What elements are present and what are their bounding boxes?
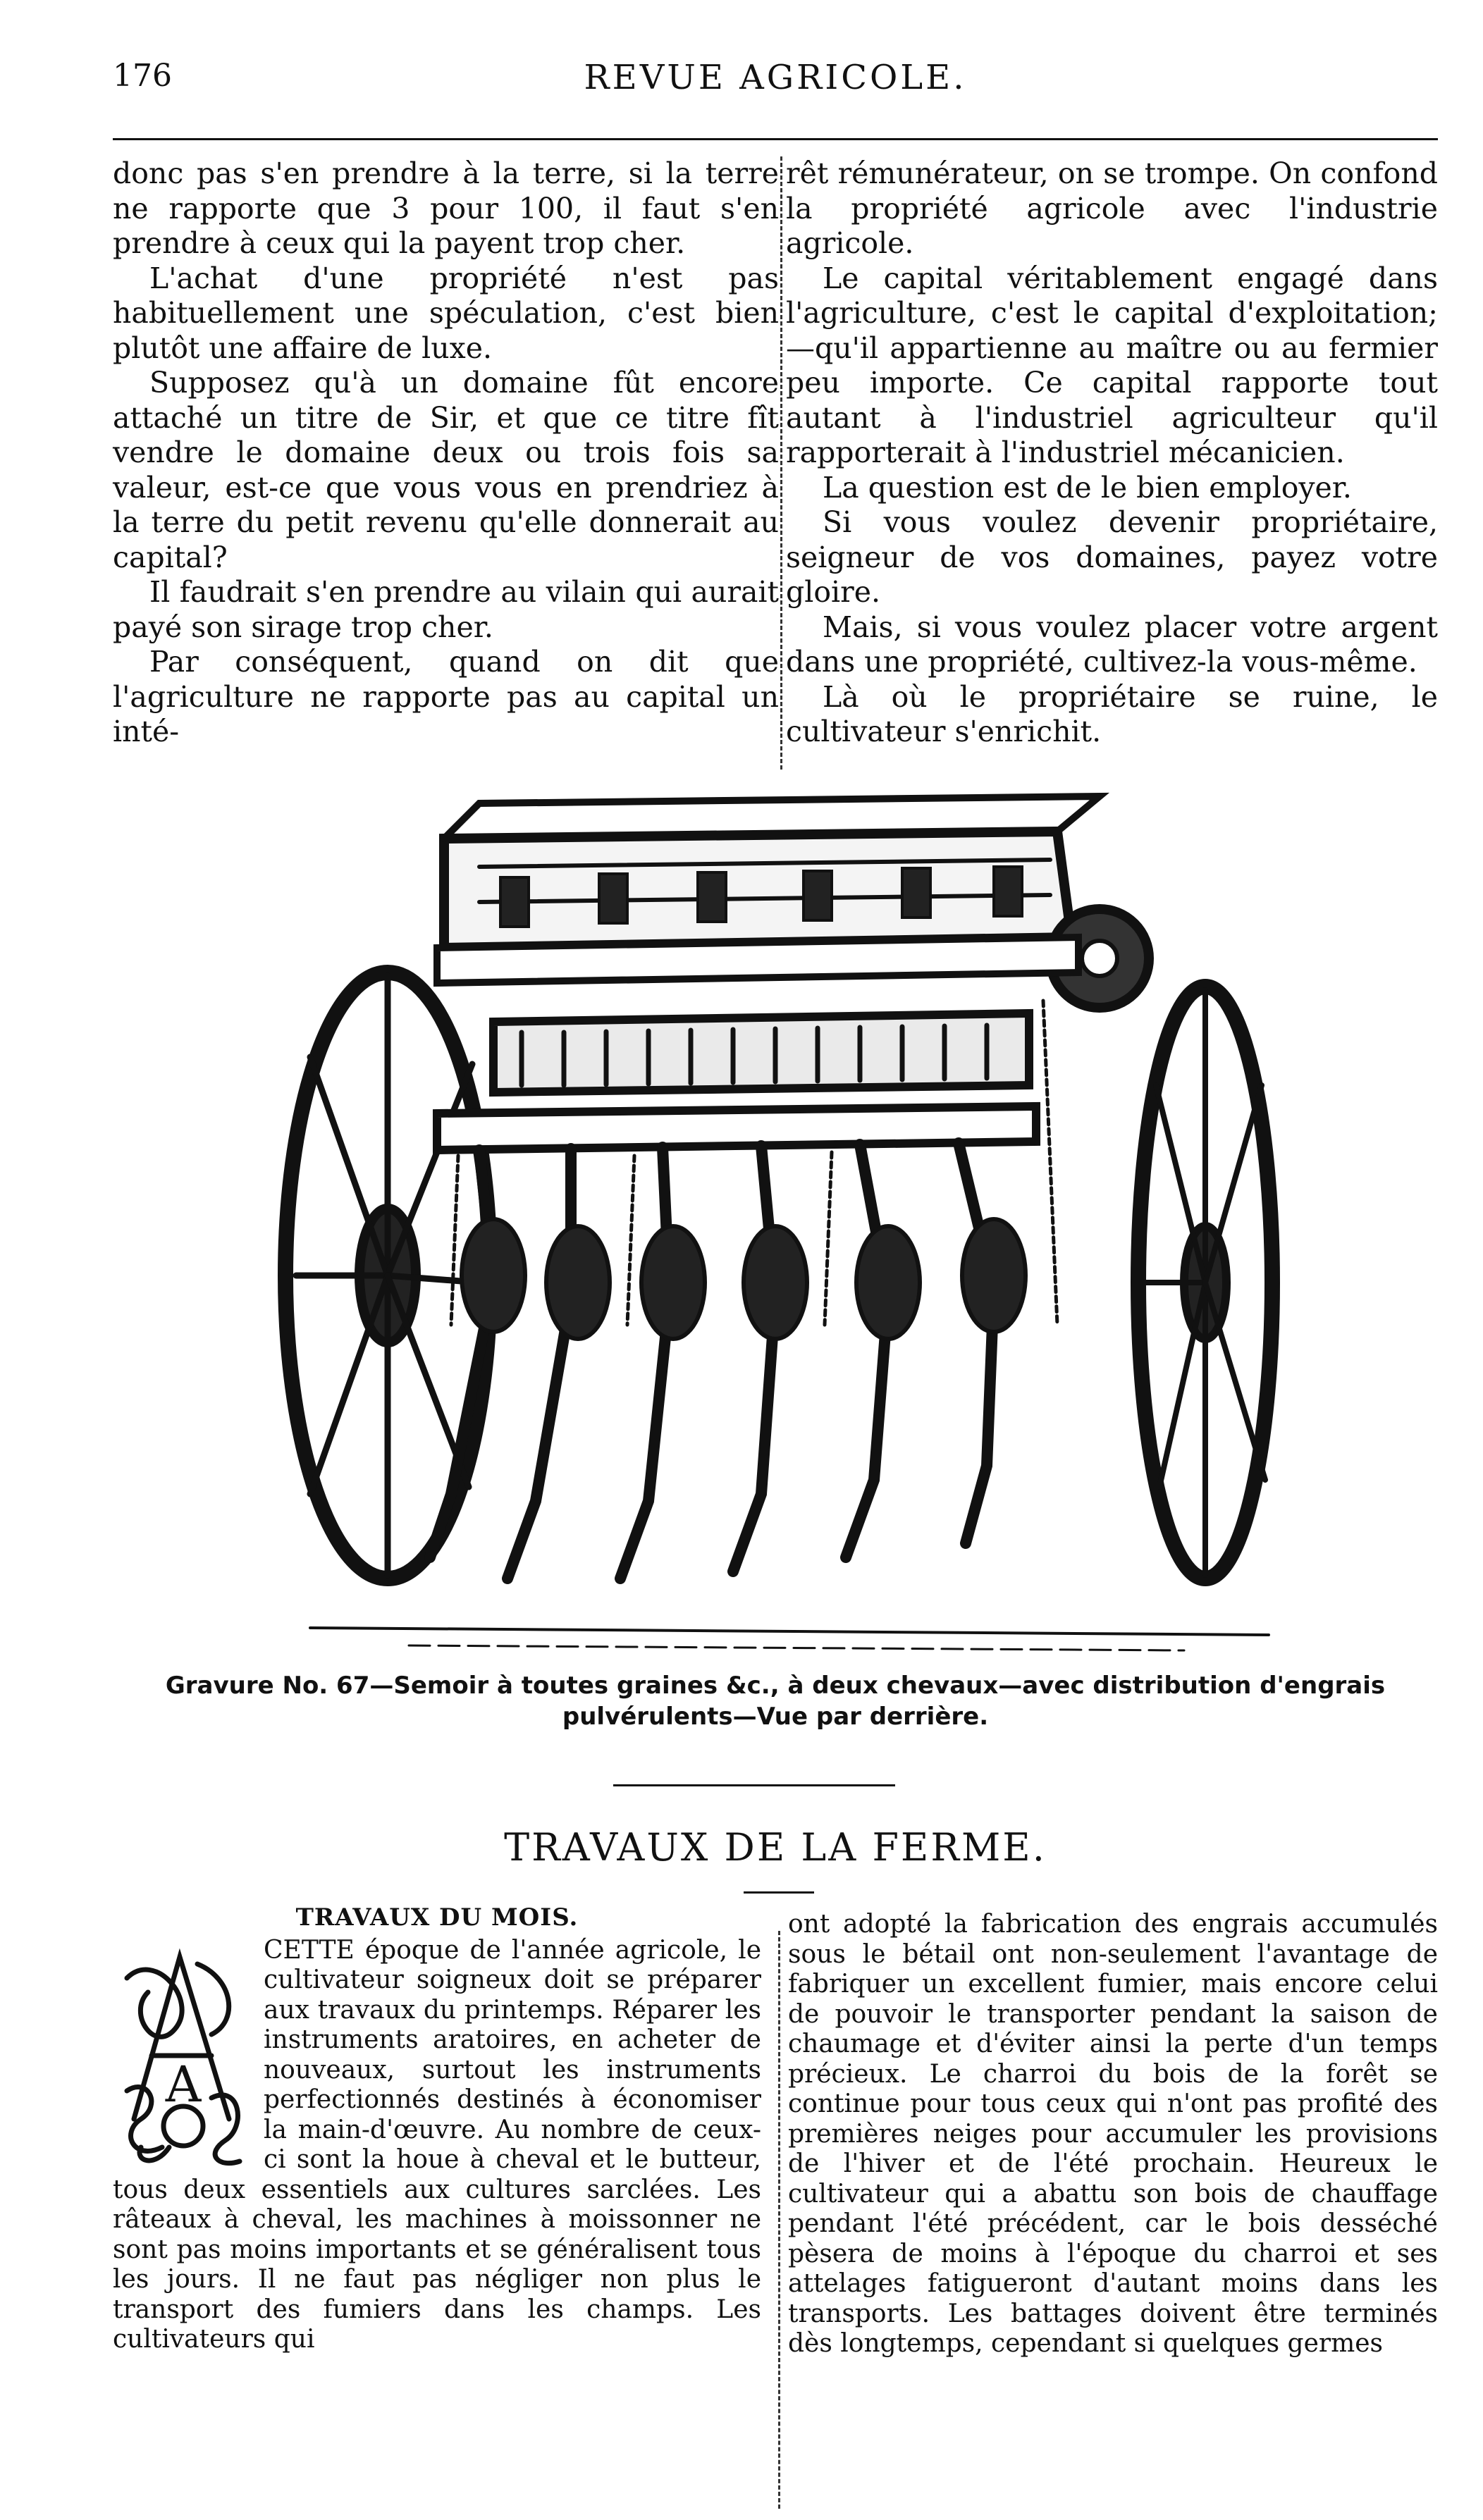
running-head — [113, 58, 1438, 100]
paragraph: Il faudrait s'en prendre au vilain qui aurait payé son sirage trop cher. — [113, 575, 779, 644]
title-rule — [744, 1891, 814, 1894]
column-divider — [780, 156, 782, 770]
journal-title: REVUE AGRICOLE. — [584, 58, 967, 97]
paragraph: donc pas s'en prendre à la terre, si la terre ne rapporte que 3 pour 100, il faut s'en prendre à ceux qui la payent trop cher. — [113, 156, 779, 260]
paragraph: Mais, si vous voulez placer votre argent dans une propriété, cultivez-la vous-même. — [786, 610, 1438, 679]
top-right-column — [786, 156, 1438, 750]
paragraph: époque de l'année agricole, le cultivateur soigneux doit se préparer aux travaux du printemps. Réparer les instruments aratoires, en acheter de nouveaux, surtout les instruments perfectionnés destinés à économiser la main-d'œuvre. Au nombre de ceux-ci sont la houe à cheval et le butteur, tous deux essentiels aux cultures sarclées. Les râteaux à cheval, les machines à moissonner ne sont pas moins importants et se généralisent tous les jours. Il ne faut pas négliger non plus le transport des fumiers dans les champs. Les cultivateurs qui — [113, 1935, 761, 2354]
figure-caption: Gravure No. 67—Semoir à toutes graines &c., à deux chevaux—avec distribution d'engrais pulvérulents—Vue par derrière. — [165, 1672, 1386, 1731]
ornamental-dropcap-icon — [113, 1936, 254, 2175]
paragraph: rêt rémunérateur, on se trompe. On confond la propriété agricole avec l'industrie agricole. — [786, 156, 1438, 260]
bottom-right-column — [788, 1910, 1438, 2359]
paragraph: Si vous voulez devenir propriétaire, seigneur de vos domaines, payez votre gloire. — [786, 505, 1438, 609]
paragraph: ont adopté la fabrication des engrais accumulés sous le bétail ont non-seulement l'avantage de fabriquer un excellent fumier, mais encore celui de pouvoir le transporter pendant la saison de chaumage et d'éviter ainsi la perte d'un temps précieux. Le charroi du bois de la forêt se continue pour tous ceux qui n'ont pas profité des premières neiges pour accumuler les provisions de l'hiver et de l'été prochain. Heureux le cultivateur qui a abattu son bois de chauffage pendant l'été précédent, car le bois desséché pèsera de moins à l'époque du charroi et ses attelages fatigueront d'autant moins dans les transports. Les battages doivent être terminés dès longtemps, cependant si quelques germes — [788, 1910, 1438, 2358]
top-left-column — [113, 156, 779, 750]
section-rule — [613, 1784, 895, 1786]
header-rule — [113, 138, 1438, 140]
seed-drill-engraving-icon — [268, 789, 1290, 1656]
lead-word: CETTE — [264, 1935, 355, 1965]
column-divider — [778, 1931, 780, 2509]
bottom-left-column — [113, 1903, 761, 2355]
page-number: 176 — [113, 58, 172, 94]
paragraph: La question est de le bien employer. — [823, 470, 1352, 505]
paragraph: Le capital véritablement engagé dans l'agriculture, c'est le capital d'exploitation; —qu'il appartienne au maître ou au fermier peu importe. Ce capital rapporte tout autant à l'industriel agriculteur qu'il rapporterait à l'industriel mécanicien. — [786, 261, 1438, 469]
paragraph: Par conséquent, quand on dit que l'agriculture ne rapporte pas au capital un inté- — [113, 645, 779, 748]
subhead: TRAVAUX DU MOIS. — [295, 1903, 579, 1932]
paragraph: Supposez qu'à un domaine fût encore attaché un titre de Sir, et que ce titre fît vendre le domaine deux ou trois fois sa valeur, est-ce que vous vous en prendriez à la terre du petit revenu qu'elle donnerait au capital? — [113, 366, 779, 574]
dropcap-letter: A — [165, 2055, 202, 2113]
section-title: TRAVAUX DE LA FERME. — [504, 1825, 1047, 1870]
paragraph: Là où le propriétaire se ruine, le cultivateur s'enrichit. — [786, 679, 1438, 748]
paragraph: L'achat d'une propriété n'est pas habituellement une spéculation, c'est bien plutôt une affaire de luxe. — [113, 261, 779, 365]
